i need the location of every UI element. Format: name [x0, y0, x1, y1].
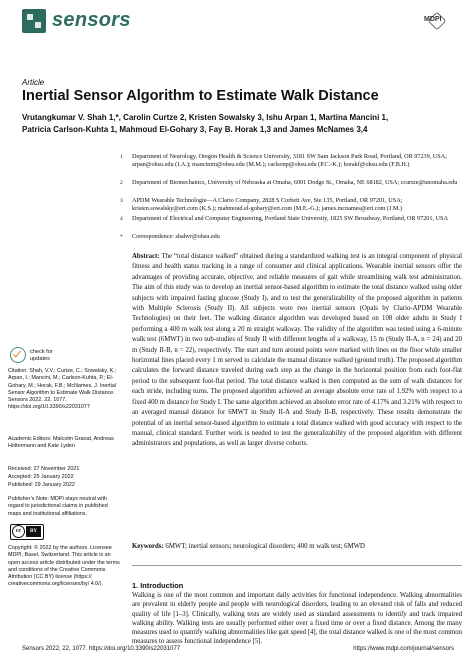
- keywords-label: Keywords:: [132, 543, 164, 550]
- cc-license-icon[interactable]: cc BY: [10, 524, 44, 540]
- copyright-notice[interactable]: Copyright: © 2022 by the authors. Licensee MDPI, Basel, Switzerland. This article is an open access article distributed under the terms and conditions of the Creative Commons Attribution (CC BY) license (https:// creativecommons.org/licenses/by/ 4.0/).: [8, 545, 120, 588]
- author-list: [22, 112, 452, 135]
- abstract-label: Abstract:: [132, 253, 160, 260]
- accepted-date: Accepted: 25 January 2022: [8, 474, 74, 480]
- affiliation-2: [120, 179, 462, 187]
- footer-citation[interactable]: Sensors 2022, 22, 1077. https://doi.org/10.3390/s22031077: [22, 646, 181, 652]
- affiliation-4: [120, 215, 462, 223]
- section-heading: 1. Introduction: [132, 581, 184, 590]
- publisher-note: Publisher’s Note: MDPI stays neutral with regard to jurisdictional claims in published maps and institutional affiliations.: [8, 496, 108, 517]
- received-date: Received: 27 November 2021: [8, 466, 80, 472]
- citation[interactable]: Citation: Shah, V.V.; Curtze, C.; Sowalsky, K.; Arpan, I.; Mancini, M.; Carlson-Kuhta, P.; El-Gohary, M.; Horak, F.B.; McNames, J. Inertial Sensor Algorithm to Estimate Walk Distance. Sensors 2022, 22, 1077. https://doi.org/10.3390/s22031077: [8, 368, 117, 411]
- academic-editors: Academic Editors: Malcolm Granat, Andreas Holtermann and Kate Lyden: [8, 436, 114, 450]
- author-line-1[interactable]: Vrutangkumar V. Shah 1,*, Carolin Curtze 2, Kristen Sowalsky 3, Ishu Arpan 1, Martina Mancini 1,: [22, 113, 389, 122]
- check-for-updates-label[interactable]: check for updates: [30, 349, 53, 362]
- published-date: Published: 29 January 2022: [8, 482, 75, 488]
- section-divider: [132, 565, 462, 566]
- keywords: [132, 542, 462, 552]
- keywords-text: 6MWT; inertial sensors; neurological disorders; 400 m walk test; 6MWD: [165, 543, 365, 550]
- footer-journal-url[interactable]: https://www.mdpi.com/journal/sensors: [353, 646, 454, 652]
- article-title: Inertial Sensor Algorithm to Estimate Walk Distance: [22, 88, 379, 104]
- publisher-name: MDPI: [424, 16, 442, 23]
- abstract-text: The “total distance walked” obtained during a standardized walking test is an integral component of physical fitness and health status tracking in a range of consumer and clinical applications. Wearable inertial sensors offer the advantages of providing accurate, objective, and reliable measures of gait while streamlining walk test administration. The aim of this study was to develop an inertial sensor-based algorithm to estimate the total distance walked using older subjects with impaired fasting glucose (Study I), and to test the generalizability of the proposed algorithm in patients with Multiple Sclerosis (Study II). All subjects wore two inertial sensors (Opals by Clario-APDM Wearable Technologies) on their feet. The walking distance algorithm was developed based on 108 older adults in Study I performing a 400 m walk test along a 20 m straight walkway. The validity of the algorithm was tested using a 6-minute walk test (6MWT) in two sub-studies of Study II with different lengths of a walkway, 15 m (Study II-A, n = 24) and 20 m (Study II-B, n = 22), respectively. The start and turn around points were marked with lines on the floor while smaller horizontal lines placed every 1 m served to calculate the manual distance walked (ground truth). The proposed algorithm calculates the forward distance traveled during each step as the change in the horizontal position from each foot-flat period to the subsequent foot-flat period. The total distance walked is then computed as the sum of walk distances for each stride, including turns. The proposed algorithm achieved an average absolute error rate of 1.92% with respect to a fixed 400 m distance for Study I. The same algorithm achieved an absolute error rate of 4.17% and 3.21% with respect to an averaged manual distance for 6MWT in Study II-A and Study II-B, respectively. These results demonstrate the potential of an inertial sensor-based algorithm to estimate a total distance walked with good accuracy with respect to the manual, clinical standard. Further work is needed to test the generalizability of the proposed algorithm with different administrators and populations, as well as larger diverse cohorts.: [132, 253, 462, 448]
- journal-name[interactable]: sensors: [52, 9, 131, 31]
- mdpi-logo-icon[interactable]: [420, 12, 452, 30]
- affiliation-text: APDM Wearable Technologie—A Clario Company, 2828 S Corbett Ave, Ste 135, Portland, OR 97201, USA; kristen.sowalsky@ert.com (K.S.); mahmoud.el-gohary@ert.com (M.E.-G.); james.mcnames@ert.com (J.M.): [132, 197, 403, 213]
- author-line-2[interactable]: Patricia Carlson-Kuhta 1, Mahmoud El-Gohary 3, Fay B. Horak 1,3 and James McNames 3,4: [22, 124, 368, 134]
- affiliation-text: Department of Neurology, Oregon Health & Science University, 3181 SW Sam Jackson Park Road, Portland, OR 97239, USA; arpan@ohsu.edu (I.A.); mancinim@ohsu.edu (M.M.); carlsonp@ohsu.edu (P.C.-K.); horakf@ohsu.edu (F.B.H.): [132, 153, 447, 169]
- affiliation-text: Department of Electrical and Computer Engineering, Portland State University, 1825 SW Broadway, Portland, OR 97201, USA: [132, 215, 448, 222]
- affiliation-number: 4: [120, 216, 123, 222]
- abstract: [132, 252, 462, 450]
- check-for-updates-icon[interactable]: [10, 347, 26, 363]
- correspondence-text[interactable]: Correspondence: shahvr@ohsu.edu: [132, 233, 220, 240]
- affiliation-number: *: [120, 234, 123, 240]
- intro-paragraph: Walking is one of the most common and important daily activities for functional independence. Walking abnormalities are prevalent in elderly people and people with neurological disorders, leading to an elevated risk of falls and reduced quality of life [1–3]. Clinically, walking tests are widely used as standard assessments to identify and track impaired walking ability. Walking tests are usually performed either over a fixed time or over a fixed distance. Among the many measures used to quantify walking abnormalities like gait speed [4], the total distance walked is one of the most common measures to assess functional independence [5].: [132, 592, 462, 646]
- correspondence: [120, 233, 462, 241]
- article-type: Article: [22, 78, 45, 87]
- affiliation-number: 2: [120, 180, 123, 186]
- affiliation-1: [120, 153, 462, 169]
- affiliation-text: Department of Biomechanics, University of Nebraska at Omaha, 6001 Dodge St., Omaha, NE 68182, USA; ccurtze@unomaha.edu: [132, 179, 458, 186]
- affiliation-3: [120, 197, 462, 213]
- journal-logo-icon: [22, 9, 46, 33]
- affiliation-number: 1: [120, 154, 123, 160]
- affiliation-number: 3: [120, 198, 123, 204]
